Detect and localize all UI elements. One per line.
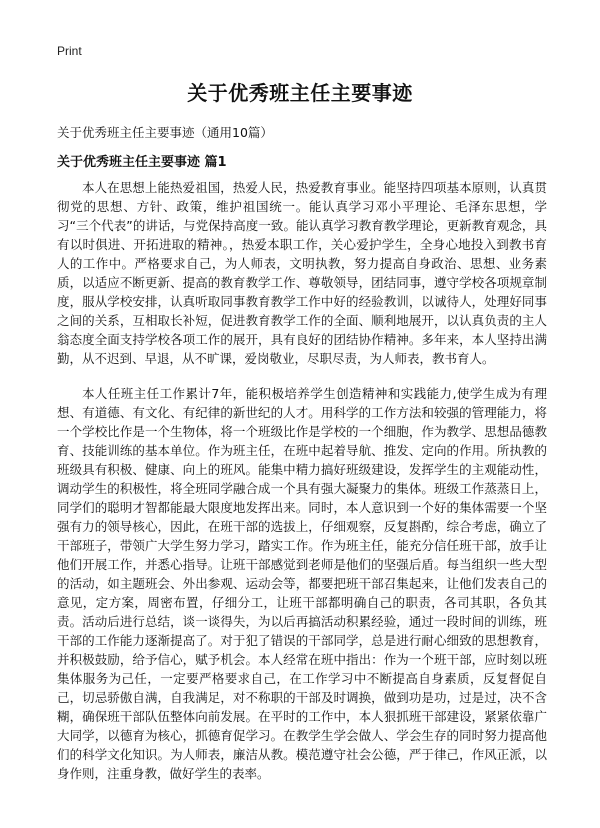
print-link[interactable]: Print xyxy=(57,44,82,58)
section-heading: 关于优秀班主任主要事迹 篇1 xyxy=(57,155,227,170)
document-subtitle: 关于优秀班主任主要事迹（通用10篇） xyxy=(57,125,273,140)
page-title: 关于优秀班主任主要事迹 xyxy=(187,81,413,105)
article-body xyxy=(57,178,547,799)
article-paragraph-2: 本人任班主任工作累计7年，能积极培养学生创造精神和实践能力,使学生成为有理想、有道德、有文化、有纪律的新世纪的人才。用科学的工作方法和较强的管理能力，将一个学校比作是一个生物体，将一个班级比作是学校的一个细胞，作为教学、思想品德教育、技能训练的基本单位。作为班主任，在班中起着导航、推发、定向的作用。所执教的班级具有积极、健康、向上的班风。能集中精力搞好班级建设，发挥学生的主观能动性，调动学生的积极性，将全班同学融合成一个具有强大凝聚力的集体。班级工作蒸蒸日上，同学们的聪明才智都能最大限度地发挥出来。同时，本人意识到一个好的集体需要一个坚强有力的领导核心，因此，在班干部的选拔上，仔细观察，反复斟酌，综合考虑，确立了干部班子，带领广大学生努力学习，踏实工作。作为班主任，能充分信任班干部，放手让他们开展工作，并悉心指导。让班干部感觉到老师是他们的坚强后盾。每当组织一些大型的活动，如主题班会、外出参观、运动会等，都要把班干部召集起来，让他们发表自己的意见，定方案，周密布置，仔细分工，让班干部都明确自己的职责，各司其职，各负其责。活动后进行总结，谈一谈得失，为以后再搞活动积累经验，通过一段时间的训练，班干部的工作能力逐渐提高了。对于犯了错误的干部同学，总是进行耐心细致的思想教育，并积极鼓励，给予信心，赋予机会。本人经常在班中指出：作为一个班干部，应时刻以班集体服务为己任，一定要严格要求自己，在工作学习中不断提高自身素质，反复督促自己，切忌骄傲自满，自我满足，对不称职的干部及时调换，做到功是功，过是过，决不含糊，确保班干部队伍整体向前发展。在平时的工作中，本人狠抓班干部建设，紧紧依靠广大同学，以德育为核心，抓德育促学习。在教学生学会做人、学会生存的同时努力提高他们的科学文化知识。为人师表，廉洁从教。模范遵守社会公德，严于律己，作风正派，以身作则，注重身教，做好学生的表率。 xyxy=(57,386,547,781)
article-paragraph-1: 本人在思想上能热爱祖国，热爱人民，热爱教育事业。能坚持四项基本原则，认真贯彻党的思想、方针、政策，维护祖国统一。能认真学习邓小平理论、毛泽东思想，学习“三个代表”的讲话，与党保持高度一致。能认真学习教育教学理论，更新教育观念，具有以时俱进、开拓进取的精神。，热爱本职工作，关心爱护学生，全身心地投入到教书育人的工作中。严格要求自己，为人师表，文明执教，努力提高自身政治、思想、业务素质，以适应不断更新、提高的教育教学工作、尊敬领导，团结同事，遵守学校各项规章制度，服从学校安排，认真听取同事教育教学工作中好的经验教训，以诚待人，处理好同事之间的关系，互相取长补短，促进教育教学工作的全面、顺利地展开，以认真负责的主人翁态度全面支持学校各项工作的展开，具有良好的团结协作精神。多年来，本人坚持出满勤，从不迟到、早退，从不旷课，爱岗敬业，尽职尽责，为人师表，教书育人。 xyxy=(57,180,547,366)
